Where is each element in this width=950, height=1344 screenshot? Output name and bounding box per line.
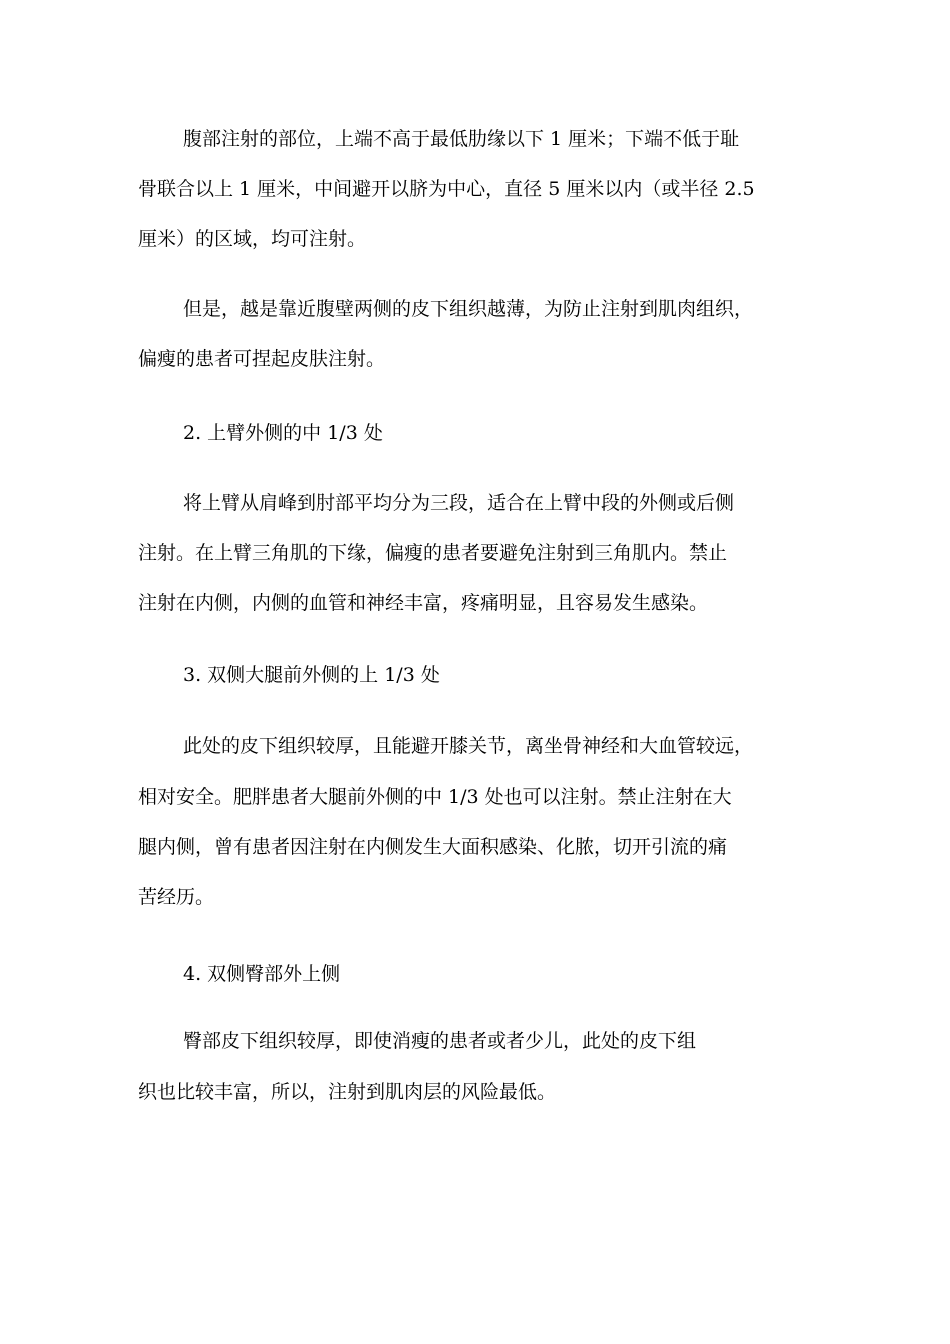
body-text-line: 相对安全。肥胖患者大腿前外侧的中 1/3 处也可以注射。禁止注射在大: [138, 786, 732, 808]
section-heading: 4. 双侧臀部外上侧: [183, 963, 341, 985]
body-text-line: 臀部皮下组织较厚，即使消瘦的患者或者少儿，此处的皮下组: [183, 1030, 697, 1052]
body-text-line: 腿内侧，曾有患者因注射在内侧发生大面积感染、化脓，切开引流的痛: [138, 836, 728, 858]
body-text-line: 织也比较丰富，所以，注射到肌肉层的风险最低。: [138, 1081, 557, 1103]
body-text-line: 注射在内侧，内侧的血管和神经丰富，疼痛明显，且容易发生感染。: [138, 592, 709, 614]
section-heading: 3. 双侧大腿前外侧的上 1/3 处: [183, 664, 440, 686]
body-text-line: 偏瘦的患者可捏起皮肤注射。: [138, 348, 386, 370]
body-text-line: 腹部注射的部位，上端不高于最低肋缘以下 1 厘米；下端不低于耻: [183, 128, 740, 150]
body-text-line: 苦经历。: [138, 886, 215, 908]
body-text-line: 此处的皮下组织较厚，且能避开膝关节，离坐骨神经和大血管较远，: [183, 735, 754, 757]
section-heading: 2. 上臂外侧的中 1/3 处: [183, 422, 383, 444]
body-text-line: 将上臂从肩峰到肘部平均分为三段，适合在上臂中段的外侧或后侧: [183, 492, 735, 514]
body-text-line: 厘米）的区域，均可注射。: [138, 228, 367, 250]
body-text-line: 注射。在上臂三角肌的下缘，偏瘦的患者要避免注射到三角肌内。禁止: [138, 542, 728, 564]
body-text-line: 但是，越是靠近腹壁两侧的皮下组织越薄，为防止注射到肌肉组织，: [183, 298, 754, 320]
body-text-line: 骨联合以上 1 厘米，中间避开以脐为中心，直径 5 厘米以内（或半径 2.5: [138, 178, 755, 200]
